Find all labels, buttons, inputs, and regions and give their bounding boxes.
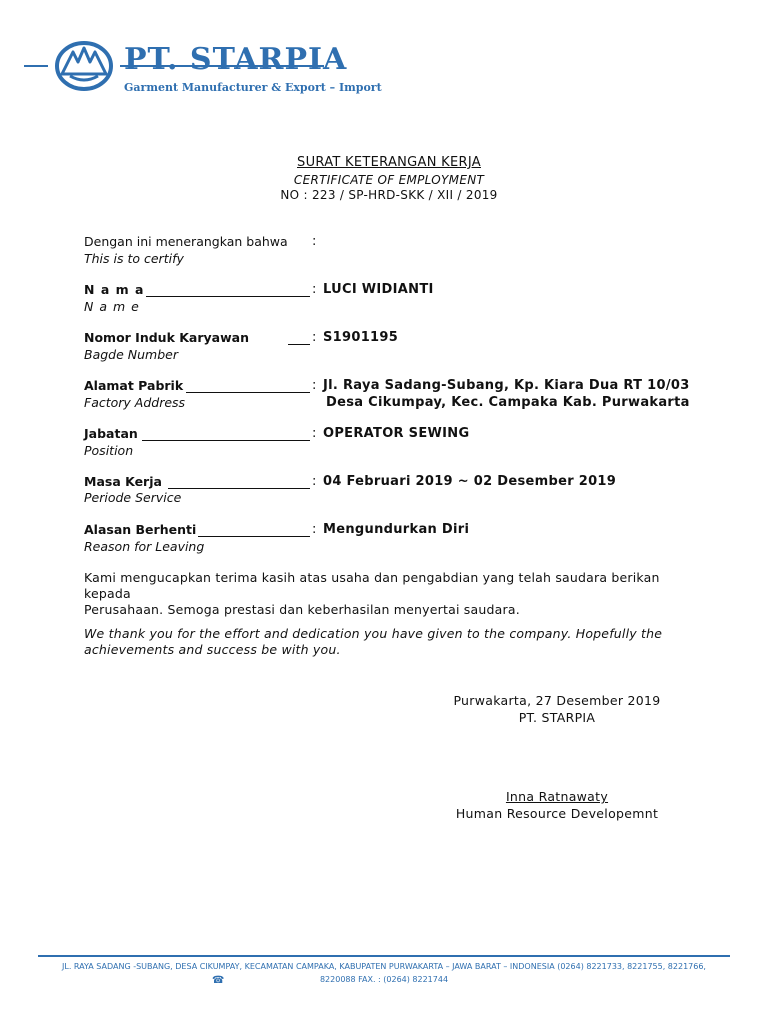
- thanks-paragraph-en-line1: We thank you for the effort and dedication you have given to the company. Hopefully the: [84, 626, 663, 641]
- footer-rule: [38, 955, 730, 957]
- intro-english: This is to certify: [84, 251, 184, 266]
- company-logo: [48, 40, 120, 92]
- field-english-alasan: Reason for Leaving: [84, 539, 205, 554]
- thanks-paragraph-id: [84, 570, 704, 618]
- thanks-paragraph-en: [84, 626, 704, 658]
- thanks-paragraph-en-line2: achievements and success be with you.: [84, 642, 341, 657]
- company-tagline: Garment Manufacturer & Export – Import: [124, 81, 382, 94]
- field-colon: :: [312, 474, 317, 489]
- field-underline: [168, 488, 310, 489]
- document-subtitle: CERTIFICATE OF EMPLOYMENT: [293, 173, 485, 187]
- field-colon: :: [312, 378, 317, 393]
- field-underline: [288, 344, 310, 345]
- field-value-alamat: Jl. Raya Sadang-Subang, Kp. Kiara Dua RT 10/03: [323, 378, 690, 393]
- field-underline: [186, 392, 310, 393]
- signatory-name: Inna Ratnawaty: [505, 789, 609, 804]
- document-number: NO : 223 / SP-HRD-SKK / XII / 2019: [280, 188, 498, 202]
- field-colon: :: [312, 282, 317, 297]
- field-colon: :: [312, 522, 317, 537]
- company-name: PT. STARPIA: [124, 42, 348, 77]
- field-label-nama: N a m a: [84, 282, 145, 297]
- field-label-alamat: Alamat Pabrik: [84, 378, 184, 393]
- phone-icon: ☎: [212, 975, 225, 986]
- footer-contact: 8220088 FAX. : (0264) 8221744: [319, 975, 449, 984]
- field-value-jabatan: OPERATOR SEWING: [323, 426, 470, 441]
- field-value-nik: S1901195: [323, 330, 399, 345]
- field-label-masa-kerja: Masa Kerja: [84, 474, 162, 489]
- field-underline: [198, 536, 310, 537]
- place-date: Purwakarta, 27 Desember 2019: [453, 693, 661, 708]
- field-label-alasan: Alasan Berhenti: [84, 522, 197, 537]
- field-english-nama: N a m e: [84, 299, 140, 314]
- field-colon: :: [312, 426, 317, 441]
- footer-address: JL. RAYA SADANG -SUBANG, DESA CIKUMPAY, KECAMATAN CAMPAKA, KABUPATEN PURWAKARTA – JAWA BARAT – INDONESIA (0264) 8221733, 8221755, 8221766,: [62, 962, 706, 971]
- field-value-masa-kerja: 04 Februari 2019 ~ 02 Desember 2019: [323, 474, 617, 489]
- field-english-jabatan: Position: [84, 443, 134, 458]
- field-label-jabatan: Jabatan: [84, 426, 138, 441]
- field-value-alamat-line2: Desa Cikumpay, Kec. Campaka Kab. Purwakarta: [326, 395, 690, 410]
- signature-company: PT. STARPIA: [518, 710, 596, 725]
- field-english-nik: Bagde Number: [84, 347, 178, 362]
- field-english-alamat: Factory Address: [84, 395, 186, 410]
- signatory-position: Human Resource Developemnt: [455, 806, 659, 821]
- thanks-paragraph-id-line1: Kami mengucapkan terima kasih atas usaha dan pengabdian yang telah saudara berikan kepada: [84, 570, 660, 601]
- document-title: SURAT KETERANGAN KERJA: [297, 155, 481, 170]
- field-underline: [146, 296, 310, 297]
- thanks-paragraph-id-line2: Perusahaan. Semoga prestasi dan keberhasilan menyertai saudara.: [84, 602, 520, 617]
- field-underline: [142, 440, 310, 441]
- field-value-alasan: Mengundurkan Diri: [323, 522, 470, 537]
- intro-colon: :: [312, 234, 317, 249]
- field-value-nama: LUCI WIDIANTI: [323, 282, 434, 297]
- field-colon: :: [312, 330, 317, 345]
- field-english-masa-kerja: Periode Service: [84, 490, 182, 505]
- intro-label: Dengan ini menerangkan bahwa: [84, 234, 288, 249]
- field-label-nik: Nomor Induk Karyawan: [84, 330, 249, 345]
